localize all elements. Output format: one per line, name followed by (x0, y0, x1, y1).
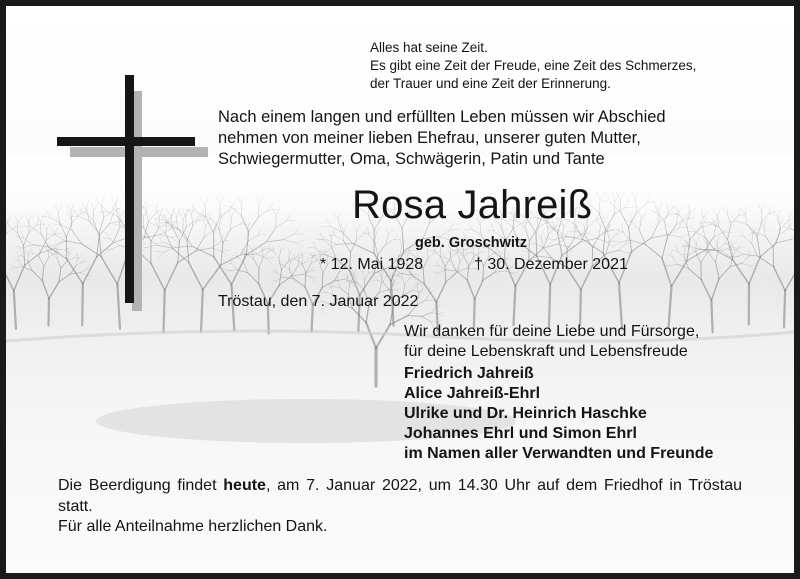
motto-line-2: Es gibt eine Zeit der Freude, eine Zeit des Schmerzes, (370, 58, 697, 73)
funeral-text-before: Die Beerdigung findet (58, 477, 224, 494)
mourner-4: Johannes Ehrl und Simon Ehrl (404, 425, 637, 442)
mourner-5: im Namen aller Verwandten und Freunde (404, 445, 714, 462)
place-and-date: Tröstau, den 7. Januar 2022 (218, 293, 419, 310)
death-date: † 30. Dezember 2021 (474, 256, 628, 273)
thanks-line-1: Wir danken für deine Liebe und Fürsorge, (404, 323, 700, 340)
funeral-emphasis: heute (223, 477, 266, 494)
intro-line-2: nehmen von meiner lieben Ehefrau, unserer guten Mutter, (218, 129, 641, 147)
thanks-line-2: für deine Lebenskraft und Lebensfreude (404, 343, 688, 360)
mourner-1: Friedrich Jahreiß (404, 365, 534, 382)
funeral-text-after: , am 7. Januar 2022, um 14.30 Uhr auf dem Friedhof in Tröstau statt. (58, 477, 742, 515)
mourner-2: Alice Jahreiß-Ehrl (404, 385, 541, 402)
deceased-name: Rosa Jahreiß (352, 183, 593, 227)
maiden-name: geb. Groschwitz (415, 235, 527, 251)
intro-line-3: Schwiegermutter, Oma, Schwägerin, Patin und Tante (218, 150, 605, 168)
funeral-notice (58, 475, 742, 517)
closing-thanks: Für alle Anteilnahme herzlichen Dank. (58, 518, 328, 535)
motto-line-3: der Trauer und eine Zeit der Erinnerung. (370, 76, 611, 91)
intro-line-1: Nach einem langen und erfüllten Leben müssen wir Abschied (218, 108, 666, 126)
motto-line-1: Alles hat seine Zeit. (370, 40, 488, 55)
mourner-3: Ulrike und Dr. Heinrich Haschke (404, 405, 647, 422)
birth-date: * 12. Mai 1928 (320, 256, 424, 273)
